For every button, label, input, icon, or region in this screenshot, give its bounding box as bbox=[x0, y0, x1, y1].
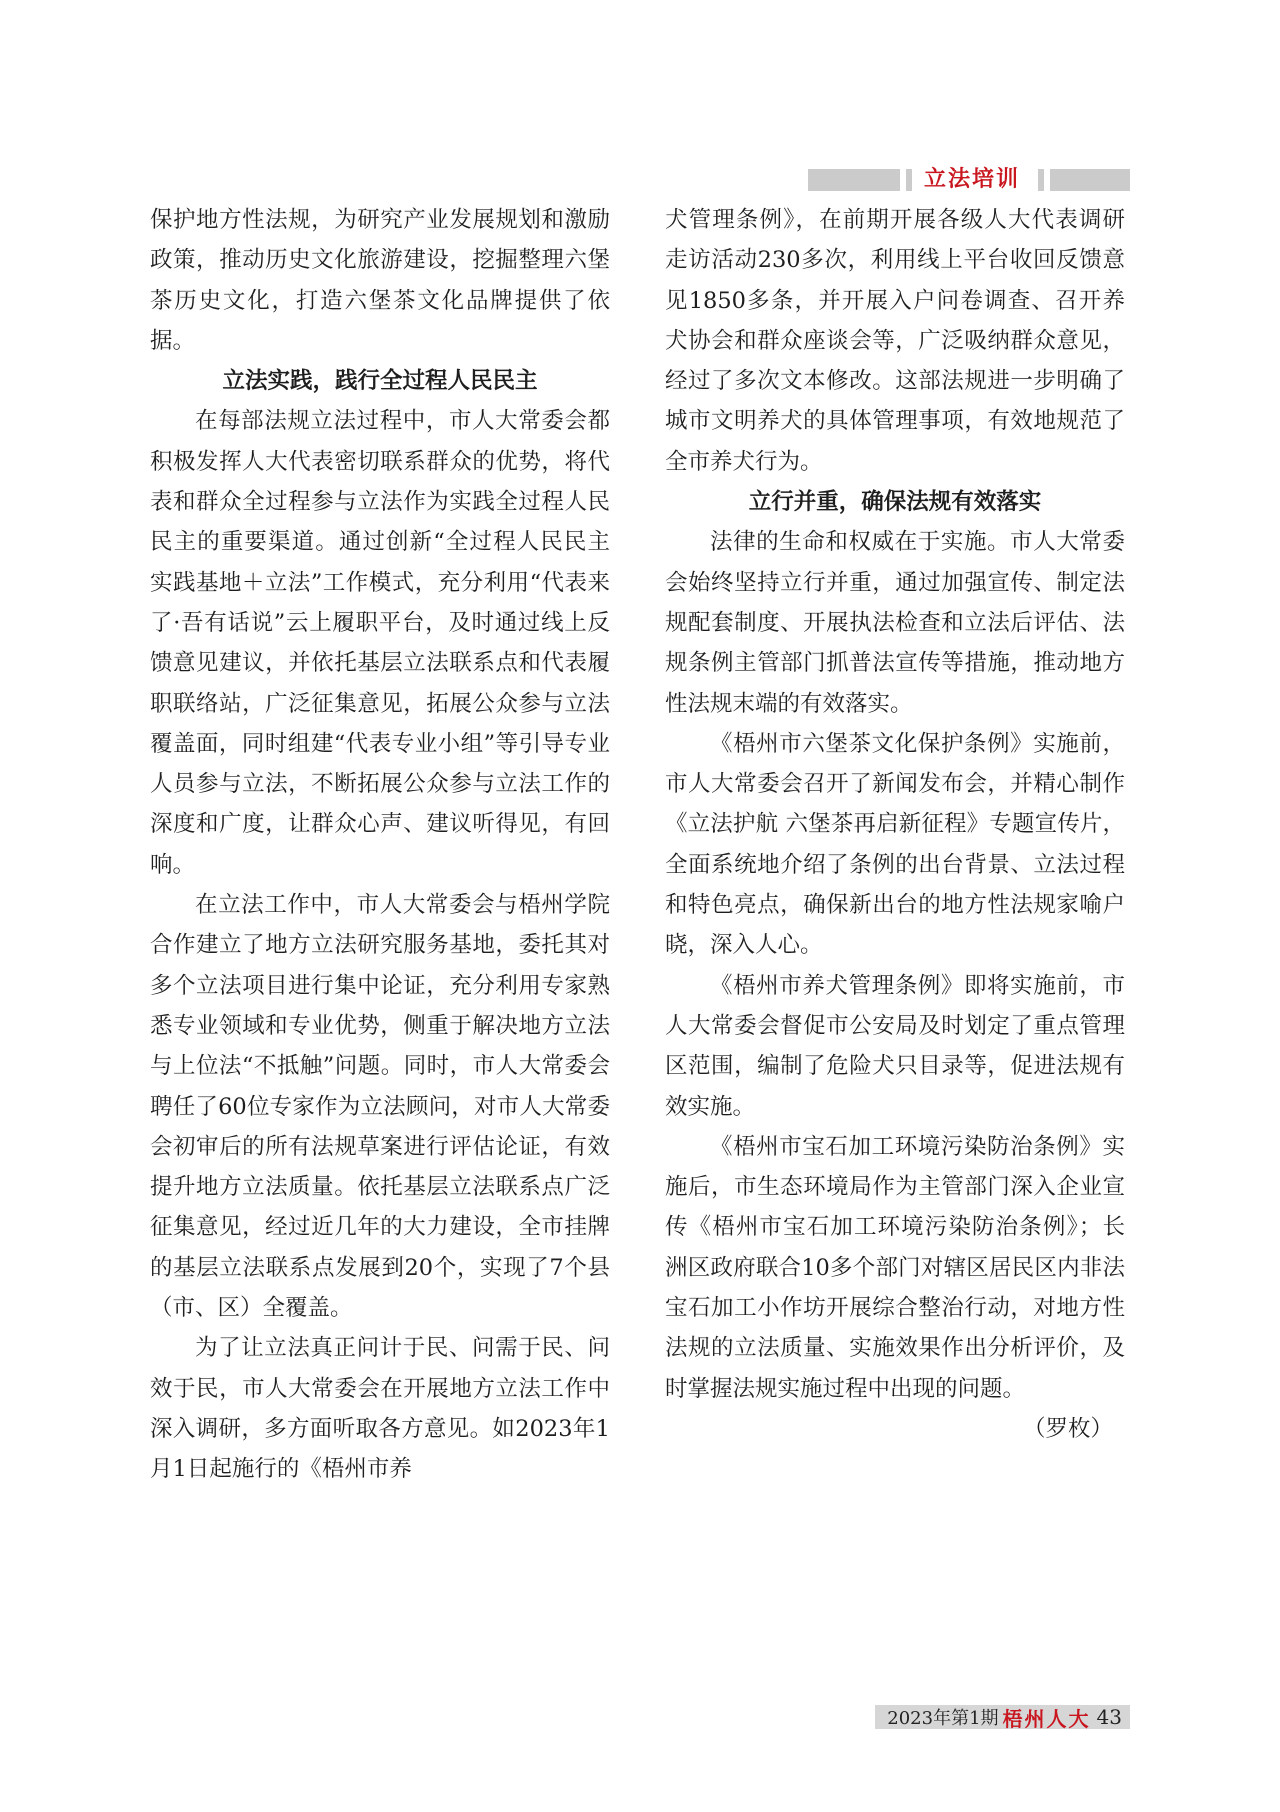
page-footer bbox=[875, 1705, 1130, 1729]
issue-label: 2023年第1期 bbox=[887, 1708, 999, 1729]
header-bar-tick-right bbox=[1038, 169, 1044, 191]
paragraph-continued: 犬管理条例》，在前期开展各级人大代表调研走访活动230多次，利用线上平台收回反馈意见1850多条，并开展入户问卷调查、召开养犬协会和群众座谈会等，广泛吸纳群众意见，经过了多次文本修改。这部法规进一步明确了城市文明养犬的具体管理事项，有效地规范了全市养犬行为。 bbox=[665, 207, 1125, 475]
header-bar-tick bbox=[906, 169, 912, 191]
paragraph-continued: 保护地方性法规，为研究产业发展规划和激励政策，推动历史文化旅游建设，挖掘整理六堡茶历史文化，打造六堡茶文化品牌提供了依据。 bbox=[150, 207, 610, 354]
section-heading: 立法实践，践行全过程人民民主 bbox=[222, 368, 538, 395]
header-bar-left bbox=[808, 169, 900, 191]
section-label: 立法培训 bbox=[923, 167, 1020, 192]
paragraph: 在每部法规立法过程中，市人大常委会都积极发挥人大代表密切联系群众的优势，将代表和群众全过程参与立法作为实践全过程人民民主的重要渠道。通过创新“全过程人民民主实践基地＋立法”工作模式，充分利用“代表来了·吾有话说”云上履职平台，及时通过线上反馈意见建议，并依托基层立法联系点和代表履职联络站，广泛征集意见，拓展公众参与立法覆盖面，同时组建“代表专业小组”等引导专业人员参与立法，不断拓展公众参与立法工作的深度和广度，让群众心声、建议听得见，有回响。 bbox=[150, 408, 610, 878]
header-bar-right bbox=[1050, 169, 1130, 191]
right-column bbox=[665, 200, 1125, 1449]
author-signature: （罗枚） bbox=[1022, 1415, 1113, 1442]
magazine-title: 梧州人大 bbox=[1002, 1706, 1091, 1731]
paragraph: 《梧州市宝石加工环境污染防治条例》实施后，市生态环境局作为主管部门深入企业宣传《梧州市宝石加工环境污染防治条例》；长洲区政府联合10多个部门对辖区居民区内非法宝石加工小作坊开展综合整治行动，对地方性法规的立法质量、实施效果作出分析评价，及时掌握法规实施过程中出现的问题。 bbox=[665, 1133, 1125, 1402]
paragraph: 为了让立法真正问计于民、问需于民、问效于民，市人大常委会在开展地方立法工作中深入调研，多方面听取各方意见。如2023年1月1日起施行的《梧州市养 bbox=[150, 1335, 610, 1483]
section-heading: 立行并重，确保法规有效落实 bbox=[748, 489, 1042, 516]
paragraph: 在立法工作中，市人大常委会与梧州学院合作建立了地方立法研究服务基地，委托其对多个立法项目进行集中论证，充分利用专家熟悉专业领域和专业优势，侧重于解决地方立法与上位法“不抵触”问题。同时，市人大常委会聘任了60位专家作为立法顾问，对市人大常委会初审后的所有法规草案进行评估论证，有效提升地方立法质量。依托基层立法联系点广泛征集意见，经过近几年的大力建设，全市挂牌的基层立法联系点发展到20个，实现了7个县（市、区）全覆盖。 bbox=[150, 892, 610, 1322]
paragraph: 《梧州市养犬管理条例》即将实施前，市人大常委会督促市公安局及时划定了重点管理区范围，编制了危险犬只目录等，促进法规有效实施。 bbox=[665, 972, 1125, 1120]
section-header bbox=[808, 168, 1130, 192]
paragraph: 法律的生命和权威在于实施。市人大常委会始终坚持立行并重，通过加强宣传、制定法规配套制度、开展执法检查和立法后评估、法规条例主管部门抓普法宣传等措施，推动地方性法规末端的有效落实。 bbox=[665, 529, 1125, 717]
paragraph: 《梧州市六堡茶文化保护条例》实施前，市人大常委会召开了新闻发布会，并精心制作《立法护航 六堡茶再启新征程》专题宣传片，全面系统地介绍了条例的出台背景、立法过程和特色亮点，确保新出台的地方性法规家喻户晓，深入人心。 bbox=[665, 730, 1125, 959]
page-number: 43 bbox=[1096, 1705, 1122, 1729]
left-column bbox=[150, 200, 610, 1490]
